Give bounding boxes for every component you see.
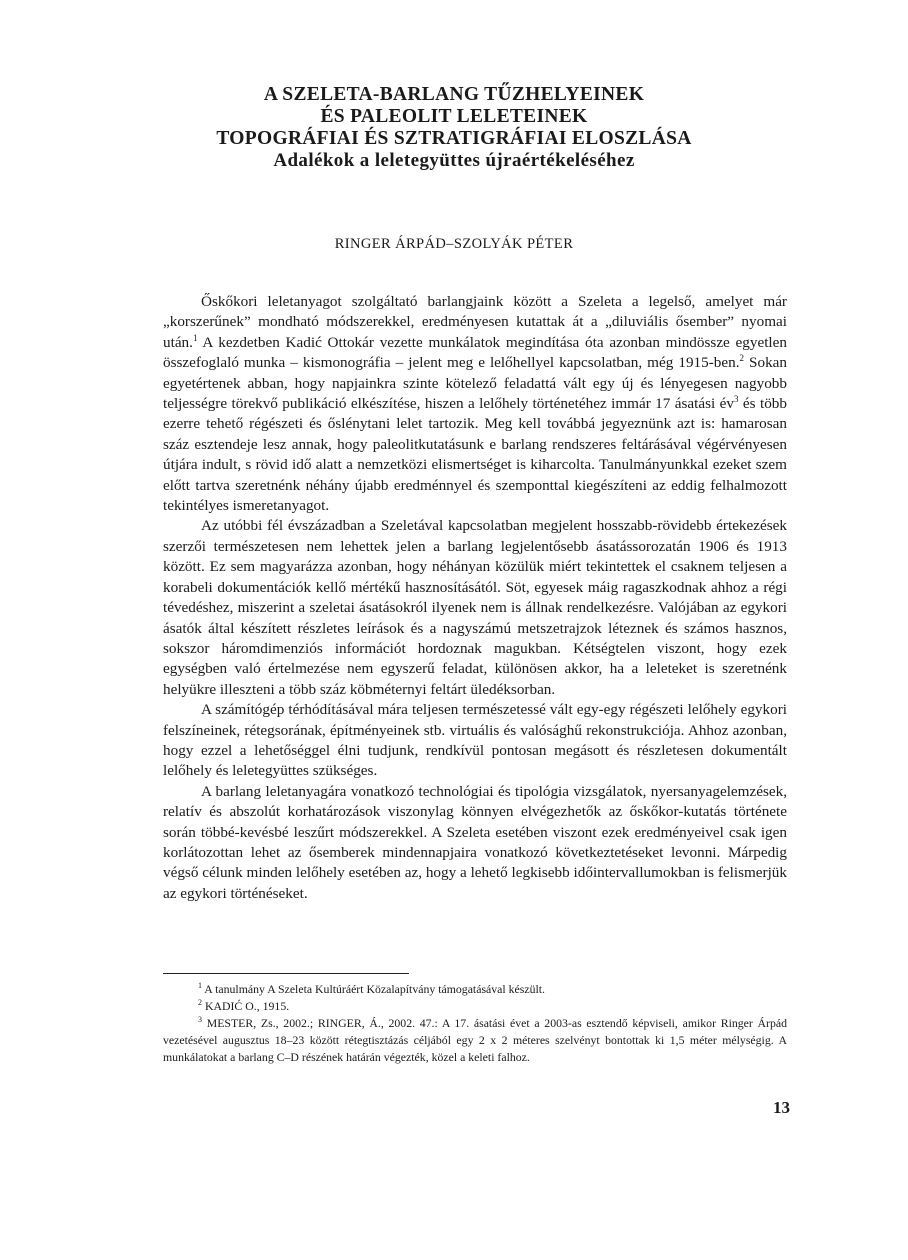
- title-line-3: TOPOGRÁFIAI ÉS SZTRATIGRÁFIAI ELOSZLÁSA: [216, 128, 692, 149]
- footnote-ref-2: 2: [739, 353, 745, 364]
- footnote-2-text: KADIĆ O., 1915.: [202, 999, 290, 1013]
- page-number: 13: [773, 1098, 790, 1117]
- paragraph-1-part-2: A kezdetben Kadić Ottokár vezette munkálatok megindítása óta azonban mindössze egyetlen összefoglaló munka – kismonográfia – jelent meg e lelőhellyel kapcsolatban, még 1915-ben.: [163, 333, 787, 372]
- footnotes: [163, 981, 787, 1066]
- footnote-2: [163, 998, 787, 1015]
- paragraph-2: Az utóbbi fél évszázadban a Szeletával kapcsolatban megjelent hosszabb-rövidebb értekezések szerzői természetesen nem lehettek jelen a barlang legjelentősebb ásatássorozatán 1906 és 1913 között. Ez sem magyarázza azonban, hogy néhányan közülük miért tekintettek el csaknem teljesen a korabeli dokumentációk kellő mértékű hasznosításától. Söt, egyesek máig ragaszkodnak ahhoz a régi tévedéshez, miszerint a szeletai ásatásokról ilyenek nem is állnak rendelkezésre. Valójában az egykori ásatók által készített részletes leírások és a nagyszámú metszetrajzok léteznek és számos hasznos, sokszor háromdimenziós információt hordoznak magukban. Kétségtelen viszont, hogy ezek egységben való értelmezése nem egyszerű feladat, különösen akkor, ha a leleteket is szeretnénk helyükre illeszteni a több száz köbméternyi feltárt üledéksorban.: [163, 517, 787, 698]
- paragraph-4: A barlang leletanyagára vonatkozó technológiai és tipológia vizsgálatok, nyersanyagelemzések, relatív és abszolút korhatározások viszonylag könnyen elvégezhetők az őskőkor-kutatás története során többé-kevésbé leszűrt módszerekkel. A Szeleta esetében viszont ezek eredményeivel csak igen korlátozottan lehet az ősemberek mindennapjaira vonatkozó következtetéseket levonni. Márpedig végső célunk minden lelőhely esetében az, hogy a lehető legkisebb időintervallumokban is felismerjük az egykori történéseket.: [163, 782, 787, 902]
- paragraph-3: A számítógép térhódításával mára teljesen természetessé vált egy-egy régészeti lelőhely egykori felszíneinek, rétegsorának, építményeinek stb. virtuális és valósághű rekonstrukciója. Ahhoz azonban, hogy ezzel a lehetőséggel élni tudjunk, rendkívül pontosan megásott és részletesen dokumentált lelőhely és leletegyüttes szükséges.: [163, 701, 787, 780]
- footnote-3: [163, 1015, 787, 1066]
- footnote-divider: [163, 973, 409, 974]
- footnote-ref-3: 3: [734, 394, 739, 405]
- footnote-1-text: A tanulmány A Szeleta Kultúráért Közalapítvány támogatásával készült.: [202, 982, 545, 996]
- paragraph-1-part-4: és több ezerre tehető régészeti és őslénytani lelet tartozik. Meg kell továbbá jegyeznünk azt is: hamarosan száz esztendeje lesz annak, hogy paleolitkutatásunk e barlang rendszeres feltárásával végérvényesen útjára indult, s rövid idő alatt a nemzetközi elismertséget is kiharcolta. Tanulmányunkkal ezeket szem előtt tartva szeretnénk néhány újabb eredménnyel és szemponttal kiegészíteni az eddig felhalmozott tekintélyes ismeretanyagot.: [163, 395, 787, 515]
- paragraph-1: [163, 292, 787, 516]
- footnote-ref-1: 1: [192, 332, 198, 343]
- footnote-1-mark: 1: [198, 981, 202, 990]
- footnote-2-mark: 2: [198, 998, 202, 1007]
- title-line-2: ÉS PALEOLIT LELETEINEK: [320, 106, 588, 127]
- footnote-1: [163, 981, 787, 998]
- paragraph-1-part-3: Sokan egyetértenek abban, hogy napjainkra szinte kötelező feladattá vált egy új és lényegesen nagyobb teljességre törekvő publikáció elkészítése, hiszen a lelőhely történetéhez immár 17 ásatási év: [163, 354, 788, 413]
- title-line-1: A SZELETA-BARLANG TŰZHELYEINEK: [263, 84, 645, 105]
- body-text: [163, 292, 787, 904]
- footnote-3-mark: 3: [198, 1015, 202, 1024]
- authors: RINGER ÁRPÁD–SZOLYÁK PÉTER: [334, 236, 574, 252]
- article-title: [140, 84, 768, 172]
- footnote-3-text: MESTER, Zs., 2002.; RINGER, Á., 2002. 47.: A 17. ásatási évet a 2003-as esztendő képviseli, amikor Ringer Árpád vezetésével augusztus 18–23 között rétegtisztázás céljából egy 2 x 2 méteres szelvényt bontottak ki 1,5 méter mélységig. A munkálatokat a barlang C–D részének határán végezték, közel a keleti falhoz.: [163, 1016, 787, 1064]
- article-subtitle: Adalékok a leletegyüttes újraértékeléséhez: [273, 150, 635, 171]
- paragraph-1-part-1: Őskőkori leletanyagot szolgáltató barlangjaink között a Szeleta a legelső, amelyet már „korszerűnek” mondható módszerekkel, eredményesen kutattak át a „diluviális ősember” nyomai után.: [163, 293, 787, 351]
